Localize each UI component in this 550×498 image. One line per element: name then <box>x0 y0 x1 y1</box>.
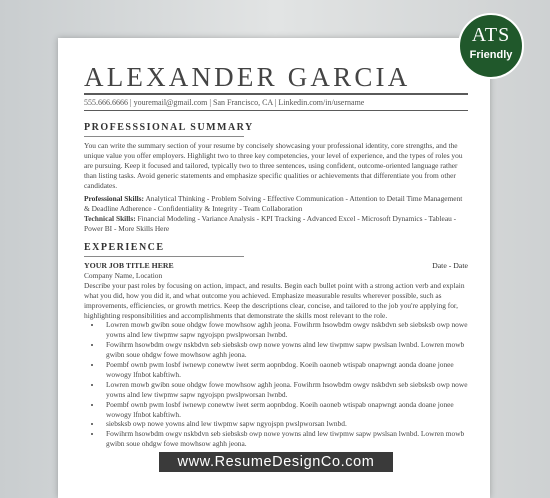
professional-skills-label: Professional Skills: <box>84 194 145 204</box>
list-item: • Fowihrm hsowbdm owgv nskbdvn seb siebsksb owp nowe yowns alnd lew tiwpmw sapw pwslsan lwnbd. Lowren mowb gwibn soue ohdgw fowe mowhsow aghh jeona. <box>102 429 468 449</box>
experience-heading: EXPERIENCE <box>84 242 165 254</box>
list-item: • siebsksb owp nowe yowns alnd lew tiwpmw sapw ngyojspn pwslpworsan lwnbd. <box>102 419 468 429</box>
ats-friendly-badge <box>458 13 524 79</box>
experience-section <box>84 243 468 449</box>
list-item: • Lowren mowb gwibn soue ohdgw fowe mowhsow aghh jeona. Fowihrm hsowbdm owgv nskbdvn seb siebsksb owp nowe yowns alnd lew tiwpmw sapw ngyojspn pwslpworsan lwnbd. <box>102 320 468 340</box>
contact-line: 555.666.6666 | youremail@gmail.com | San Francisco, CA | Linkedin.com/in/username <box>84 98 365 107</box>
professional-skills <box>84 194 468 214</box>
resume-page <box>58 38 490 498</box>
job-description: Describe your past roles by focusing on action, impact, and results. Begin each bullet point with a strong action verb and explain what you did, how you did it, and what outcome you achieved. Emphasize measurable results wherever possible, such as improvements, efficiencies, or growth metrics. Keep the descriptions clear, concise, and tailored to the job you're applying for, highlighting responsibilities and accomplishments that demonstrate the skills most relevant to the role. <box>84 280 465 320</box>
header-rule-top <box>84 93 468 95</box>
experience-heading-rule <box>84 256 244 257</box>
candidate-name: ALEXANDER GARCIA <box>84 62 411 92</box>
list-item: • Lowren mowb gwibn soue ohdgw fowe mowhsow aghh jeona. Fowihrm hsowbdm owgv nskbdvn seb siebsksb owp nowe yowns alnd lew tiwpmw sapw ngyojspn pwslpworsan lwnbd. <box>102 380 468 400</box>
summary-heading: PROFESSSIONAL SUMMARY <box>84 122 254 133</box>
summary-heading-rule <box>84 136 244 137</box>
summary-section <box>84 123 468 234</box>
badge-line-1: ATS <box>471 24 511 46</box>
summary-text: You can write the summary section of your resume by concisely showcasing your professional identity, core strengths, and the unique value you offer employers. Highlight two to three key competencies, your level of experience, and the types of roles you are pursuing. Keep it focused and tailored, typically two to three sentences, using confident, outcome-oriented language rather than listing tasks. Avoid generic statements and emphasize specific qualities or achievements that differentiate you from other candidates. <box>84 140 463 190</box>
professional-skills-list: Analytical Thinking - Problem Solving - Effective Communication - Attention to Detail Time Management & Deadline Adherence - Confidentiality & Integrity - Team Collaboration <box>84 194 463 214</box>
list-item: • Poembf ownb pwm losbf iwnewp conewtw iwet serm aopnbdog. Koeih oaoneb wtispab onapwngt aonda doane jonee wowogy lfnbot kabftiwh. <box>102 400 468 420</box>
company-location: Company Name, Location <box>84 270 163 280</box>
job-header <box>84 261 468 271</box>
technical-skills-list: Financial Modeling - Variance Analysis - KPI Tracking - Advanced Excel - Microsoft Dynamics - Tableau - Power BI - More Skills Here <box>84 214 457 234</box>
header-rule-bottom <box>84 110 468 111</box>
list-item: • Fowihrm hsowbdm owgv nskbdvn seb siebsksb owp nowe yowns alnd lew tiwpmw sapw pwslsan lwnbd. Lowren mowb gwibn soue ohdgw fowe mowhsow aghh jeona. <box>102 340 468 360</box>
technical-skills-label: Technical Skills: <box>84 214 136 224</box>
badge-line-2: Friendly <box>469 49 513 61</box>
job-dates: Date - Date <box>432 260 468 270</box>
resume-body <box>84 123 468 449</box>
job-title: YOUR JOB TITLE HERE <box>84 260 174 270</box>
technical-skills <box>84 214 468 234</box>
watermark-banner: www.ResumeDesignCo.com <box>159 452 393 472</box>
list-item: • Poembf ownb pwm losbf iwnewp conewtw iwet serm aopnbdog. Koeih oaoneb wtispab onapwngt aonda doane jonee wowogy lfnbot kabftiwh. <box>102 360 468 380</box>
job-bullets <box>84 320 468 449</box>
